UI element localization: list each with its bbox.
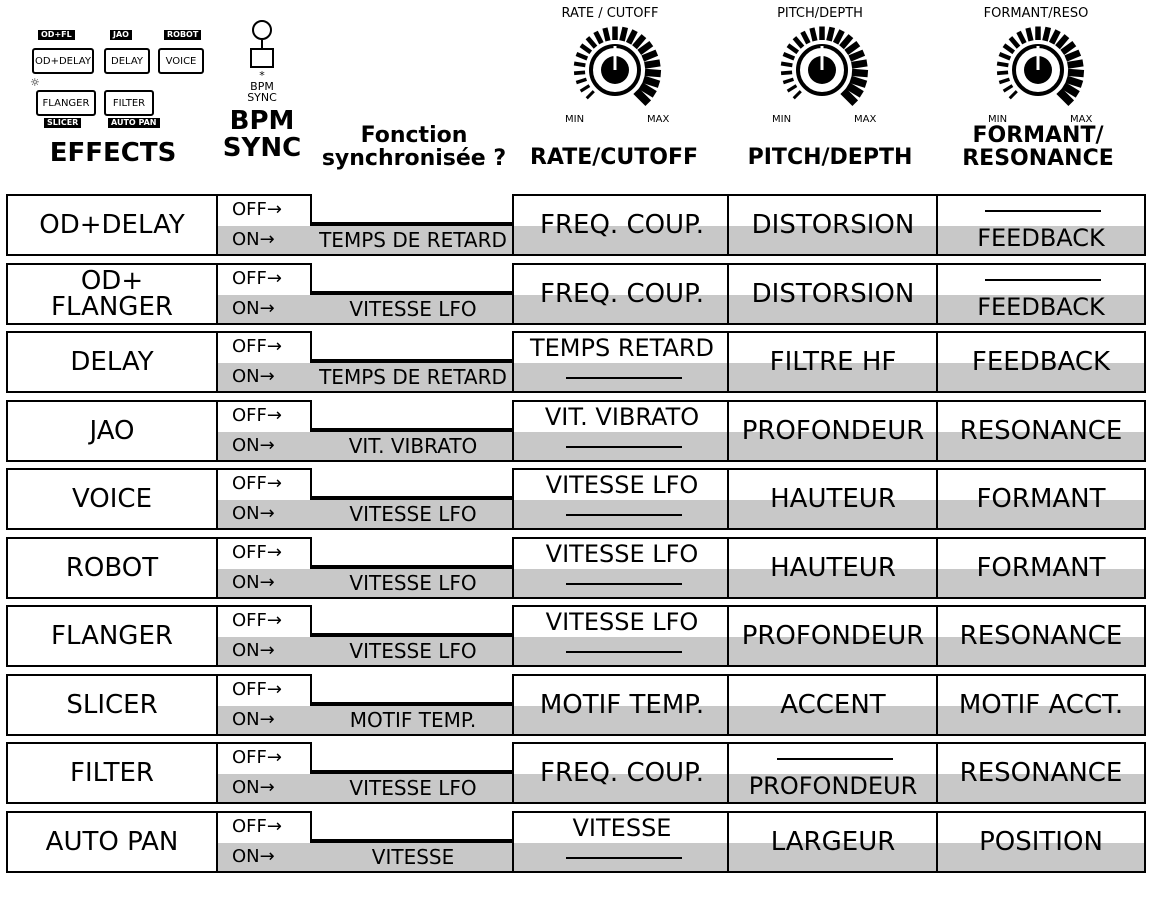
- knob-max-label: MAX: [1070, 114, 1093, 125]
- pitch-param-value: DISTORSION: [751, 278, 915, 309]
- effect-name-cell: [6, 811, 218, 873]
- not-available-dash: [985, 210, 1101, 212]
- knob-pitch-label: PITCH/DEPTH: [777, 6, 863, 21]
- knob-tick: [645, 63, 660, 65]
- rate-param-value: VITESSE: [572, 813, 672, 842]
- knob-tick: [1010, 38, 1018, 47]
- knob-tick: [850, 53, 864, 59]
- sync-divider: [310, 496, 514, 498]
- effect-name: ROBOT: [65, 552, 159, 583]
- sync-on-value: VITESSE: [371, 844, 455, 869]
- not-available-dash: [566, 377, 682, 379]
- knob-tick: [574, 64, 585, 66]
- effect-name-cell: [6, 468, 218, 530]
- knob-tick: [581, 86, 590, 91]
- sync-off-label: OFF→: [216, 263, 312, 295]
- formant-param-value: FEEDBACK: [977, 292, 1105, 321]
- sync-cell: [216, 400, 514, 462]
- rate-param-value: MOTIF TEMP.: [539, 689, 705, 720]
- bpm-led-icon: [252, 20, 272, 40]
- knob-tick: [812, 28, 815, 41]
- formant-param-cell: [936, 331, 1146, 393]
- rate-cutoff-knob-icon: [555, 20, 675, 126]
- panel-tag-jao: JAO: [110, 30, 132, 40]
- knob-min-label: MIN: [565, 114, 585, 125]
- knob-tick: [643, 53, 657, 59]
- rate-param-cell: [512, 400, 732, 462]
- table-row: [0, 742, 1153, 804]
- bpm-sync-column-title: BPM SYNC: [222, 106, 302, 164]
- rate-param-cell: [512, 742, 732, 804]
- formant-param-cell: [936, 263, 1146, 325]
- not-available-dash: [566, 583, 682, 585]
- effect-name: SLICER: [66, 689, 158, 720]
- rate-param-value: FREQ. COUP.: [540, 210, 704, 240]
- table-row: [0, 537, 1153, 599]
- panel-button-delay: DELAY: [104, 48, 150, 74]
- panel-tag-slicer: SLICER: [44, 118, 81, 128]
- formant-param-value: FEEDBACK: [977, 224, 1105, 252]
- sync-on-label: ON→: [232, 366, 275, 387]
- table-row: [0, 674, 1153, 736]
- sync-cell: [216, 263, 514, 325]
- effect-name-cell: [6, 674, 218, 736]
- knob-tick: [639, 44, 651, 53]
- sync-cell: [216, 537, 514, 599]
- effect-name-cell: [6, 537, 218, 599]
- formant-param-value: RESONANCE: [959, 758, 1123, 788]
- sync-on-value: VITESSE LFO: [349, 570, 477, 595]
- formant-param-value: RESONANCE: [959, 415, 1123, 446]
- sync-on-label: ON→: [232, 640, 275, 661]
- rate-cutoff-column-title: RATE/CUTOFF: [529, 145, 699, 170]
- panel-button-oddelay: OD+DELAY: [32, 48, 94, 74]
- knob-tick: [645, 72, 661, 73]
- formant-param-value: RESONANCE: [959, 621, 1123, 651]
- formant-param-value: POSITION: [979, 826, 1103, 857]
- knob-tick: [794, 38, 802, 47]
- pitch-param-cell: [727, 331, 939, 393]
- pitch-param-value: PROFONDEUR: [741, 415, 925, 446]
- rate-param-value: VIT. VIBRATO: [544, 402, 700, 431]
- formant-param-value: FEEDBACK: [971, 347, 1111, 377]
- sync-divider: [310, 565, 514, 567]
- effect-name-cell: [6, 331, 218, 393]
- sync-on-value: TEMPS DE RETARD: [319, 365, 507, 389]
- sync-on-label: ON→: [232, 777, 275, 798]
- formant-param-cell: [936, 468, 1146, 530]
- sync-on-value: VIT. VIBRATO: [348, 433, 478, 458]
- sync-divider: [310, 770, 514, 772]
- rate-param-cell: [512, 674, 732, 736]
- sync-off-label: OFF→: [216, 400, 312, 432]
- rate-param-cell: [512, 468, 732, 530]
- effect-name-cell: [6, 194, 218, 256]
- effects-column-title: EFFECTS: [49, 138, 177, 168]
- rate-param-value: VITESSE LFO: [545, 608, 699, 636]
- knob-tick: [836, 31, 842, 44]
- knob-tick: [781, 72, 792, 73]
- sync-on-label: ON→: [232, 297, 275, 319]
- table-row: [0, 468, 1153, 530]
- knob-tick: [851, 79, 867, 84]
- pitch-param-cell: [727, 605, 939, 667]
- pitch-param-cell: [727, 263, 939, 325]
- rate-param-value: FREQ. COUP.: [540, 278, 704, 309]
- sync-off-label: OFF→: [216, 605, 312, 637]
- formant-param-cell: [936, 605, 1146, 667]
- table-row: [0, 331, 1153, 393]
- sync-on-label: ON→: [232, 503, 275, 524]
- pitch-depth-column-title: PITCH/DEPTH: [747, 145, 913, 170]
- knob-tick: [1068, 63, 1083, 65]
- sync-on-row: [216, 498, 514, 530]
- knob-max-label: MAX: [647, 114, 670, 125]
- knob-tick: [634, 36, 643, 47]
- pitch-param-value: FILTRE HF: [769, 347, 897, 377]
- knob-tick: [1004, 45, 1014, 52]
- formant-param-value: FORMANT: [976, 552, 1106, 583]
- sync-on-row: [216, 567, 514, 599]
- table-header: [0, 0, 1153, 190]
- effect-name-cell: [6, 605, 218, 667]
- knob-tick: [622, 27, 625, 40]
- knob-tick: [596, 32, 602, 43]
- knob-tick: [1057, 36, 1066, 47]
- knob-tick: [1004, 86, 1013, 91]
- knob-tick: [1019, 32, 1025, 43]
- formant-param-cell: [936, 742, 1146, 804]
- panel-button-flanger: FLANGER: [36, 90, 96, 116]
- knob-tick: [999, 79, 1009, 82]
- sync-cell: [216, 194, 514, 256]
- panel-button-voice: VOICE: [158, 48, 204, 74]
- formant-param-value: MOTIF ACCT.: [958, 689, 1124, 720]
- bpm-stem: [261, 40, 263, 48]
- knob-min-label: MIN: [772, 114, 792, 125]
- rate-param-value: VITESSE LFO: [545, 471, 699, 499]
- knob-tick: [1045, 27, 1048, 40]
- panel-tag-odfl: OD+FL: [38, 30, 75, 40]
- sync-on-row: [216, 635, 514, 667]
- formant-param-cell: [936, 811, 1146, 873]
- panel-tag-autopan: AUTO PAN: [108, 118, 160, 128]
- formant-param-cell: [936, 400, 1146, 462]
- table-row: [0, 263, 1153, 325]
- rate-param-cell: [512, 605, 732, 667]
- knob-tick: [1052, 31, 1058, 44]
- knob-tick: [576, 54, 587, 58]
- sync-cell: [216, 811, 514, 873]
- sync-divider: [310, 633, 514, 635]
- pitch-param-cell: [727, 537, 939, 599]
- sync-divider: [310, 291, 514, 293]
- sync-off-label: OFF→: [216, 742, 312, 774]
- pitch-param-value: HAUTEUR: [770, 484, 896, 514]
- sync-on-row: [216, 361, 514, 393]
- pitch-param-cell: [727, 742, 939, 804]
- knob-tick: [999, 54, 1010, 58]
- knob-tick: [788, 45, 798, 52]
- pitch-param-value: HAUTEUR: [770, 552, 896, 583]
- knob-tick: [1062, 44, 1074, 53]
- knob-tick: [997, 64, 1008, 66]
- sync-on-value: VITESSE LFO: [349, 296, 477, 321]
- knob-max-label: MAX: [854, 114, 877, 125]
- sync-divider: [310, 359, 514, 361]
- not-available-dash: [566, 446, 682, 448]
- knob-tick: [1010, 91, 1017, 98]
- knob-tick: [783, 54, 794, 58]
- pitch-param-cell: [727, 674, 939, 736]
- knob-tick: [576, 79, 586, 82]
- effect-name: FILTER: [70, 758, 154, 788]
- formant-reso-knob-icon: [978, 20, 1098, 126]
- panel-button-filter: FILTER: [104, 90, 154, 116]
- formant-param-value: FORMANT: [976, 484, 1106, 514]
- formant-resonance-column-title: FORMANT/ RESONANCE: [962, 123, 1114, 172]
- sync-on-row: [216, 224, 514, 256]
- sync-on-label: ON→: [232, 571, 275, 593]
- sync-on-row: [216, 430, 514, 462]
- sync-off-label: OFF→: [216, 194, 312, 226]
- sync-divider: [310, 428, 514, 430]
- knob-min-label: MIN: [988, 114, 1008, 125]
- pitch-param-value: PROFONDEUR: [741, 621, 925, 651]
- knob-tick: [781, 64, 792, 66]
- sync-on-value: VITESSE LFO: [349, 776, 477, 800]
- pitch-depth-knob-icon: [762, 20, 882, 126]
- knob-tick: [788, 86, 797, 91]
- rate-param-cell: [512, 263, 732, 325]
- pitch-param-cell: [727, 468, 939, 530]
- knob-rate-label: RATE / CUTOFF: [561, 6, 659, 21]
- sync-off-label: OFF→: [216, 811, 312, 843]
- rate-param-cell: [512, 811, 732, 873]
- sync-on-row: [216, 841, 514, 873]
- table-row: [0, 605, 1153, 667]
- sync-on-label: ON→: [232, 229, 275, 250]
- sync-on-row: [216, 772, 514, 804]
- sync-off-label: OFF→: [216, 468, 312, 500]
- sync-divider: [310, 222, 514, 224]
- knob-tick: [587, 38, 595, 47]
- knob-tick: [587, 91, 594, 98]
- knob-tick: [1067, 79, 1083, 84]
- rate-param-value: VITESSE LFO: [545, 539, 699, 568]
- knob-tick: [852, 63, 867, 65]
- not-available-dash: [985, 279, 1101, 281]
- panel-led-icon: ☼: [30, 76, 40, 89]
- sync-off-label: OFF→: [216, 674, 312, 706]
- table-row: [0, 400, 1153, 462]
- effect-name-cell: [6, 263, 218, 325]
- knob-tick: [997, 72, 1008, 73]
- knob-tick: [1068, 72, 1084, 73]
- sync-on-label: ON→: [232, 845, 275, 867]
- effect-name: OD+DELAY: [39, 210, 185, 240]
- knob-tick: [794, 91, 801, 98]
- knob-tick: [1028, 28, 1031, 41]
- effect-name-cell: [6, 742, 218, 804]
- knob-tick: [629, 31, 635, 44]
- pitch-param-value: DISTORSION: [751, 210, 915, 240]
- knob-tick: [829, 27, 832, 40]
- formant-param-cell: [936, 674, 1146, 736]
- rate-param-cell: [512, 537, 732, 599]
- sync-divider: [310, 839, 514, 841]
- sync-off-label: OFF→: [216, 331, 312, 363]
- effect-name: OD+ FLANGER: [51, 265, 173, 322]
- sync-on-row: [216, 293, 514, 325]
- sync-on-value: VITESSE LFO: [349, 502, 477, 526]
- panel-tag-robot: ROBOT: [164, 30, 201, 40]
- pitch-param-value: LARGEUR: [770, 826, 896, 857]
- sync-cell: [216, 331, 514, 393]
- knob-tick: [841, 36, 850, 47]
- table-row: [0, 811, 1153, 873]
- sync-on-label: ON→: [232, 434, 275, 456]
- pitch-param-cell: [727, 400, 939, 462]
- sync-on-value: VITESSE LFO: [349, 639, 477, 663]
- sync-cell: [216, 674, 514, 736]
- rate-param-value: TEMPS RETARD: [529, 334, 715, 362]
- effect-name-cell: [6, 400, 218, 462]
- knob-tick: [803, 32, 809, 43]
- sync-divider: [310, 702, 514, 704]
- effect-name: FLANGER: [51, 621, 173, 651]
- pitch-param-cell: [727, 194, 939, 256]
- not-available-dash: [566, 651, 682, 653]
- pitch-param-cell: [727, 811, 939, 873]
- table-row: [0, 194, 1153, 256]
- sync-on-row: [216, 704, 514, 736]
- sync-cell: [216, 742, 514, 804]
- sync-question-title: Fonction synchronisée ?: [321, 123, 507, 172]
- sync-on-value: TEMPS DE RETARD: [319, 228, 507, 252]
- effect-name: VOICE: [71, 484, 153, 514]
- rate-param-cell: [512, 194, 732, 256]
- knob-tick: [574, 72, 585, 73]
- effect-name: JAO: [89, 415, 135, 446]
- bpm-small-label: * BPM SYNC: [247, 69, 277, 104]
- effect-name: AUTO PAN: [45, 826, 179, 857]
- bpm-button-icon: [250, 48, 274, 68]
- not-available-dash: [566, 857, 682, 859]
- knob-tick: [605, 28, 608, 41]
- knob-tick: [581, 45, 591, 52]
- sync-on-label: ON→: [232, 708, 275, 730]
- knob-tick: [644, 79, 660, 84]
- effect-name: DELAY: [70, 347, 154, 377]
- knob-tick: [783, 79, 793, 82]
- not-available-dash: [566, 514, 682, 516]
- pitch-param-value: PROFONDEUR: [748, 772, 918, 800]
- effects-panel-illustration: [28, 30, 208, 130]
- not-available-dash: [777, 758, 893, 760]
- pitch-param-value: ACCENT: [780, 689, 886, 720]
- rate-param-cell: [512, 331, 732, 393]
- sync-off-label: OFF→: [216, 537, 312, 569]
- sync-cell: [216, 605, 514, 667]
- formant-param-cell: [936, 194, 1146, 256]
- knob-tick: [1066, 53, 1080, 59]
- formant-param-cell: [936, 537, 1146, 599]
- sync-on-value: MOTIF TEMP.: [349, 707, 477, 732]
- rate-param-value: FREQ. COUP.: [540, 758, 704, 788]
- knob-tick: [852, 72, 868, 73]
- sync-cell: [216, 468, 514, 530]
- knob-tick: [846, 44, 858, 53]
- knob-formant-label: FORMANT/RESO: [983, 6, 1089, 21]
